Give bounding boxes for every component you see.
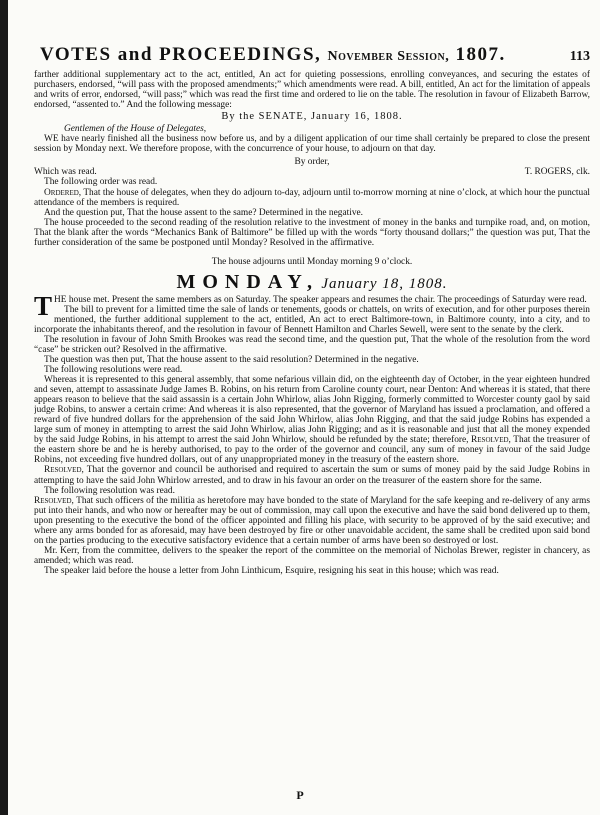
paragraph-banks-resolution: The house proceeded to the second reading of the resolution relative to the investment of money in the banks and turnpike road, and, on motion, That the blank after the words “Mechanics Bank of Baltimore” be filled up with the words “forty thousand dollars;” the question was put, That the further consideration of the same be postponed until Monday? Resolved in the affirmative. xyxy=(34,217,590,248)
order-text: That the house of delegates, when they do adjourn to-day, adjourn until to-morrow morning at nine o’clock, at which hour the punctual attendance of the members is required. xyxy=(34,187,590,208)
resolved-text-3: That such officers of the militia as heretofore may have bonded to the state of Maryland for the safe keeping and re-delivery of any arms put into their hands, and who now or hereafter may be out of commission, may call upon the executive and have the said bond delivered up to them, upon presenting to the executive the bond of the officer appointed and filling his place, with security to be approved of by the said executive; and where any arms bonded for as aforesaid, may have been destroyed by fire or other unavoidable accident, the same shall be credited upon said bond on the parties producing to the executive satisfactory evidence that a certain number of arms have been so destroyed or lost. xyxy=(34,495,590,546)
drop-cap: T xyxy=(34,290,53,321)
resolutions-intro: The following resolutions were read. xyxy=(44,365,183,375)
paragraph-brookes: The resolution in favour of John Smith Brookes was read the second time, and the question put, That the whole of the resolution from the word “case” be stricken out? Resolved in the affirmative. xyxy=(34,334,590,355)
paragraph-question-negative: The question was then put, That the house assent to the said resolution? Determined in the negative. xyxy=(44,354,419,365)
resolved-label-3: Resolved, xyxy=(34,495,74,506)
by-order-line: By order, xyxy=(294,157,330,168)
day-heading xyxy=(34,270,590,293)
resolution-intro: The following resolution was read. xyxy=(44,485,175,496)
scan-edge xyxy=(0,0,8,815)
paragraph-kerr: Mr. Kerr, from the committee, delivers to the speaker the report of the committee on the memorial of Nicholas Brewer, register in chancery, as amended; which was read. xyxy=(34,545,590,566)
signature-row xyxy=(34,167,590,177)
resolved-label-1: Resolved, xyxy=(471,435,511,446)
page-header xyxy=(40,44,590,70)
signature-mark: P xyxy=(296,788,304,802)
question-negative: And the question put, That the house assent to the same? Determined in the negative. xyxy=(44,207,364,218)
paragraph-senate-bills: farther additional supplementary act to the act, entitled, An act for quieting possessions, enrolling conveyances, and securing the estates of purchasers, endorsed, “will pass with the proposed amendments;” which amendments were read. A bill, entitled, An act for the limitation of appeals and writs of error, endorsed, “will pass;” which was read the first time and ordered to lie on the table. The resolution in favour of Elizabeth Barrow, endorsed, “assented to.” And the following message: xyxy=(34,70,590,111)
ordered-label: Ordered, xyxy=(44,187,82,198)
senate-message-text: WE have nearly finished all the business now before us, and by a diligent application of our time shall certainly be prepared to close the present session by Monday next. We therefore propose, with the concurrence of your house, to adjourn on that day. xyxy=(34,134,590,155)
day-date: January 18, 1808. xyxy=(321,275,448,292)
senate-message-heading: By the SENATE, January 16, 1808. xyxy=(221,111,403,123)
paragraph-bill-sent: The bill to prevent for a limitted time the sale of lands or tenements, goods or chattels, on writs of execution, and for other purposes therein mentioned, the further additional supplement to the act, entitled, An act to erect Baltimore-town, in Baltimore county, into a city, and to incorporate the inhabitants thereof, and the resolution in favour of Bennett Hamilton and Charles Sewell, were sent to the senate by the clerk. xyxy=(34,304,590,335)
paragraph-militia xyxy=(34,496,590,546)
which-was-read: Which was read. xyxy=(34,167,97,178)
whereas-text: Whereas it is represented to this general assembly, that some nefarious villain did, on the eighteenth day of October, in the year eighteen hundred and seven, attempt to assassinate Judge James B. Robins, on his return from Caroline county court, near Denton: And whereas it is stated, that there appears reason to believe that the said assassin is a certain John Whirlow, alias John Rigging, formerly committed to Worcester county gaol by said judge Robins, to answer a certain crime: And whereas it is also represented, that the governor of Maryland has issued a proclamation, and offered a reward of five hundred dollars for the apprehension of the said John Whirlow, alias John Rigging, and that the said judge Robins has expended a large sum of money in attempting to arrest the said John Whirlow, alias John Rigging; and as it is reasonable and just that all the money expended by the said Judge Robins, in his attempt to arrest the said John Whirlow, should be refunded by the state; therefore, xyxy=(34,375,590,446)
resolved-text-2: That the governor and council be authorised and required to ascertain the sum or sums of money paid by the said Judge Robins in attempting to have the said John Whirlow arrested, and to draw in his favour an order on the treasurer of the eastern shore for the same. xyxy=(34,465,590,486)
adjournment-line: The house adjourns until Monday morning 9 o’clock. xyxy=(211,257,413,268)
paragraph-linthicum: The speaker laid before the house a letter from John Linthicum, Esquire, resigning his seat in this house; which was read. xyxy=(44,565,499,576)
page-body xyxy=(34,70,590,810)
running-title xyxy=(40,44,506,66)
order-intro: The following order was read. xyxy=(44,177,158,188)
day-name: MONDAY, xyxy=(176,270,320,293)
paragraph-order xyxy=(34,188,590,208)
paragraph-resolved-2 xyxy=(34,465,590,485)
title-session: November Session, xyxy=(327,49,450,64)
house-met-text: HE house met. Present the same members as on Saturday. The speaker appears and resumes the chair. The proceedings of Saturday were read. xyxy=(54,294,587,305)
clerk-signature: T. ROGERS, clk. xyxy=(524,167,590,178)
message-addressee: Gentlemen of the House of Delegates, xyxy=(64,124,207,135)
page-number: 113 xyxy=(569,49,590,64)
title-main: VOTES and PROCEEDINGS, xyxy=(40,44,322,65)
paragraph-whereas xyxy=(34,375,590,465)
resolved-text-1: That the treasurer of the eastern shore be and he is hereby authorised, to pay to the order of the governor and council, any sum of money in favour of the said Judge Robins, not exceeding five hundred dollars, out of any unappropriated money in the treasury of the eastern shore. xyxy=(34,435,590,466)
title-year: 1807. xyxy=(455,44,506,65)
resolved-label-2: Resolved, xyxy=(44,465,84,476)
